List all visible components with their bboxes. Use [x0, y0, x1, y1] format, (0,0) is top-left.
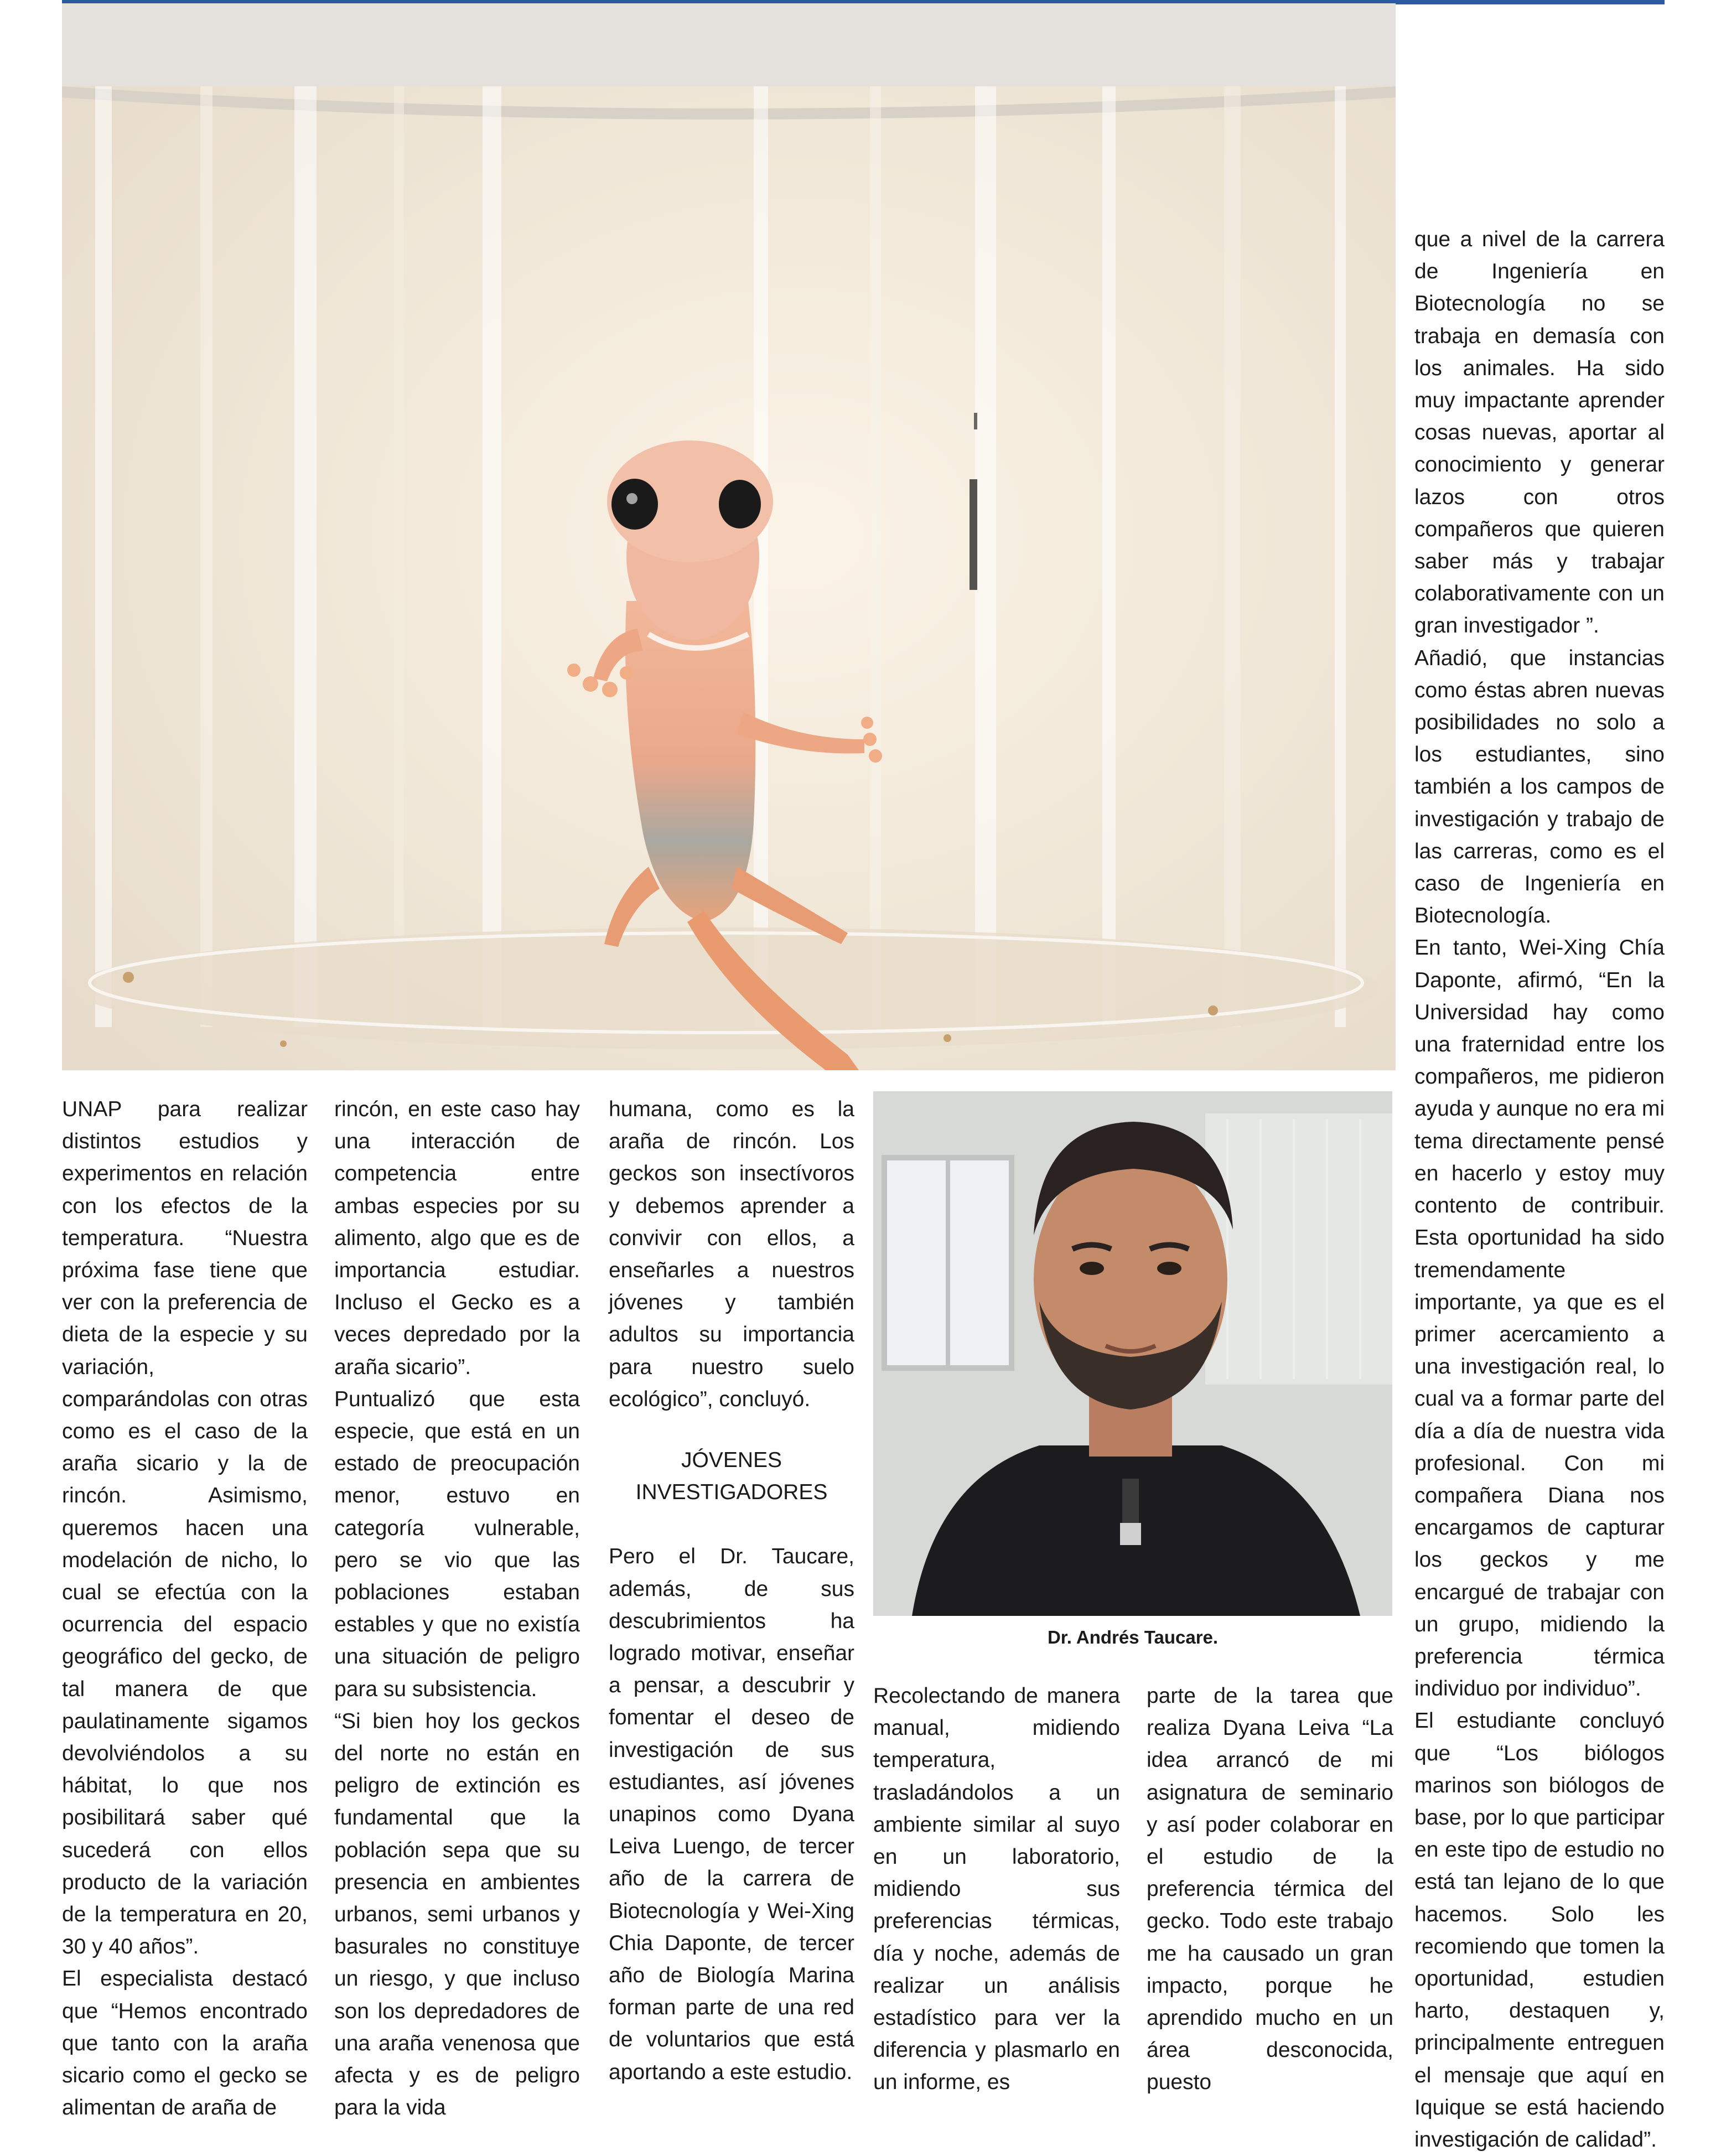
article-column-1	[62, 1093, 308, 2124]
subheading-line: INVESTIGADORES	[635, 1480, 828, 1505]
paragraph: humana, como es la araña de rincón. Los geckos son insectívoros y debemos aprender a convivir con ellos, a enseñarles a nuestros jóvenes y también adultos su importancia para nuestro suelo ecológico”, concluyó.	[609, 1097, 854, 1411]
subheading-line: JÓVENES	[681, 1448, 782, 1473]
article-column-5	[1147, 1680, 1393, 2099]
paragraph: UNAP para realizar distintos estudios y experimentos en relación con los efectos de la temperatura. “Nuestra próxima fase tiene que ver con la preferencia de dieta de la especie y su variación, comparándolas con otras como es el caso de la araña sicario y la de rincón. Asimismo, queremos hacen una modelación de nicho, lo cual se efectúa con la ocurrencia del espacio geográfico del gecko, de tal manera de que paulatinamente sigamos devolviéndolos a su hábitat, lo que nos posibilitará saber qué sucederá con ellos producto de la variación de la temperatura en 20, 30 y 40 años”.	[62, 1097, 308, 1959]
paragraph: Pero el Dr. Taucare, además, de sus descubrimientos ha logrado motivar, enseñar a pensar, a descubrir y fomentar el deseo de investigación de sus estudiantes, así jóvenes unapinos como Dyana Leiva Luengo, de tercer año de la carrera de Biotecnología y Wei-Xing Chia Daponte, de tercer año de Biología Marina forman parte de una red de voluntarios que está aportando a este estudio.	[609, 1545, 854, 2084]
paragraph: El especialista destacó que “Hemos encontrado que tanto con la araña sicario como el gecko se alimentan de araña de	[62, 1967, 308, 2120]
paragraph: que a nivel de la carrera de Ingeniería en Biotecnología no se trabaja en demasía con los animales. Ha sido muy impactante aprender cosas nuevas, aportar al conocimiento y generar lazos con otros compañeros que quieren saber más y trabajar colaborativamente con un gran investigador ”.	[1414, 227, 1665, 638]
gecko-in-container-illustration	[62, 3, 1396, 1070]
section-subheading	[609, 1444, 854, 1509]
paragraph: En tanto, Wei-Xing Chía Daponte, afirmó, “En la Universidad hay como una fraternidad entre los compañeros, me pidieron ayuda y aunque no era mi tema directamente pensé en hacerlo y estoy muy contento de contribuir. Esta oportunidad ha sido tremendamente importante, ya que es el primer acercamiento a una investigación real, lo cual va a formar parte del día a día de nuestra vida profesional. Con mi compañera Diana nos encargamos de capturar los geckos y me encargué de trabajar con un grupo, midiendo la preferencia térmica individuo por individuo”.	[1414, 936, 1665, 1701]
paragraph: “Si bien hoy los geckos del norte no están en peligro de extinción es fundamental que la población sepa que su presencia en ambientes urbanos, semi urbanos y basurales no constituye un riesgo, y que incluso son los depredadores de una araña venenosa que afecta y es de peligro para la vida	[334, 1709, 580, 2120]
paragraph: Puntualizó que esta especie, que está en un estado de preocupación menor, estuvo en categoría vulnerable, pero se vio que las poblaciones estaban estables y que no existía una situación de peligro para su subsistencia.	[334, 1387, 580, 1701]
article-column-4	[873, 1680, 1120, 2099]
portrait-caption: Dr. Andrés Taucare.	[1047, 1627, 1219, 1647]
paragraph: Recolectando de manera manual, midiendo temperatura, trasladándolos a un ambiente similar al suyo en un laboratorio, midiendo sus preferencias térmicas, día y noche, además de realizar un análisis estadístico para ver la diferencia y plasmarlo en un informe, es	[873, 1684, 1120, 2095]
article-column-2	[334, 1093, 580, 2124]
article-column-6	[1414, 224, 1665, 2156]
portrait-illustration	[873, 1091, 1392, 1616]
paragraph: Añadió, que instancias como éstas abren nuevas posibilidades no solo a los estudiantes, sino también a los campos de investigación y trabajo de las carreras, como es el caso de Ingeniería en Biotecnología.	[1414, 646, 1665, 928]
gecko-photo	[62, 3, 1396, 1070]
portrait-photo	[873, 1091, 1392, 1616]
paragraph: rincón, en este caso hay una interacción de competencia entre ambas especies por su alimento, algo que es de importancia estudiar. Incluso el Gecko es a veces depredado por la araña sicario”.	[334, 1097, 580, 1379]
paragraph: El estudiante concluyó que “Los biólogos marinos son biólogos de base, por lo que participar en este tipo de estudio no está tan lejano de lo que hacemos. Solo les recomiendo que tomen la oportunidad, estudien harto, destaquen y, principalmente entreguen el mensaje que aquí en Iquique se está haciendo investigación de calidad”.	[1414, 1709, 1665, 2152]
paragraph: parte de la tarea que realiza Dyana Leiva “La idea arrancó de mi asignatura de seminario y así poder colaborar en el estudio de la preferencia térmica del gecko. Todo este trabajo me ha causado un gran impacto, porque he aprendido mucho en un área desconocida, puesto	[1147, 1684, 1393, 2095]
article-column-3	[609, 1093, 854, 2088]
